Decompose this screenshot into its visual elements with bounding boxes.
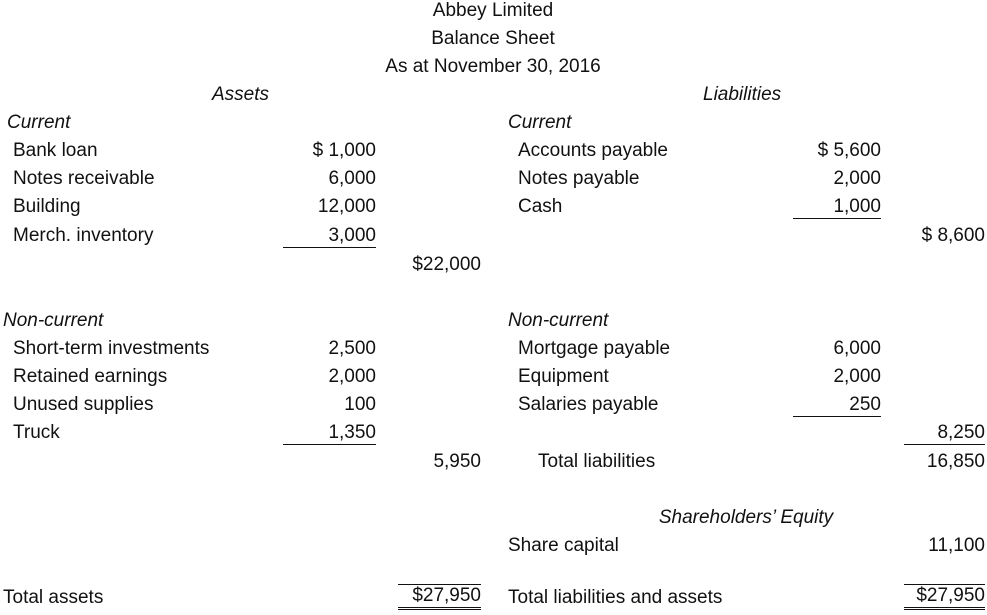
asset-label: Bank loan: [13, 140, 98, 161]
asset-label: Truck: [13, 422, 60, 443]
liability-label: Notes payable: [518, 168, 640, 189]
asset-amount: 2,500: [328, 338, 376, 359]
asset-label: Unused supplies: [13, 394, 154, 415]
liability-label: Equipment: [518, 366, 609, 387]
liability-amount: $ 5,600: [817, 140, 881, 161]
statement-date: As at November 30, 2016: [385, 56, 601, 77]
liability-label: Mortgage payable: [518, 338, 671, 359]
liability-label: Accounts payable: [518, 140, 668, 161]
liabilities-noncurrent-subtotal: 8,250: [904, 422, 985, 445]
liability-amount: 250: [793, 394, 881, 417]
liability-label: Cash: [518, 196, 563, 217]
equity-amount: 11,100: [928, 535, 985, 556]
total-assets-amount: $27,950: [398, 584, 481, 610]
liabilities-current-subtotal: $ 8,600: [921, 225, 985, 246]
assets-noncurrent-subtotal: 5,950: [433, 451, 481, 472]
assets-noncurrent-heading: Non-current: [3, 310, 104, 331]
asset-label: Retained earnings: [13, 366, 168, 387]
asset-amount: 12,000: [317, 196, 376, 217]
liability-amount: 2,000: [833, 366, 881, 387]
asset-amount: 2,000: [328, 366, 376, 387]
liability-label: Salaries payable: [518, 394, 659, 415]
assets-heading: Assets: [212, 84, 270, 105]
asset-label: Building: [13, 196, 81, 217]
grand-total-amount: $27,950: [904, 584, 985, 610]
statement-title: Balance Sheet: [431, 28, 555, 49]
asset-label: Short-term investments: [13, 338, 210, 359]
assets-current-heading: Current: [7, 112, 71, 133]
equity-label: Share capital: [508, 535, 619, 556]
total-liabilities-label: Total liabilities: [538, 451, 656, 472]
asset-label: Notes receivable: [13, 168, 155, 189]
total-assets-label: Total assets: [3, 587, 104, 608]
liability-amount: 1,000: [793, 196, 881, 219]
asset-label: Merch. inventory: [13, 225, 154, 246]
asset-amount: 6,000: [328, 168, 376, 189]
asset-amount: 1,350: [283, 422, 376, 445]
liability-amount: 2,000: [833, 168, 881, 189]
liability-amount: 6,000: [833, 338, 881, 359]
company-name: Abbey Limited: [432, 0, 554, 21]
asset-amount: $ 1,000: [312, 140, 376, 161]
total-liabilities-amount: 16,850: [926, 451, 985, 472]
asset-amount: 100: [344, 394, 376, 415]
liabilities-heading: Liabilities: [703, 84, 782, 105]
liabilities-current-heading: Current: [508, 112, 572, 133]
grand-total-label: Total liabilities and assets: [508, 587, 723, 608]
asset-amount: 3,000: [283, 225, 376, 248]
equity-heading: Shareholders’ Equity: [658, 507, 834, 528]
liabilities-noncurrent-heading: Non-current: [508, 310, 609, 331]
assets-current-subtotal: $22,000: [412, 254, 481, 275]
